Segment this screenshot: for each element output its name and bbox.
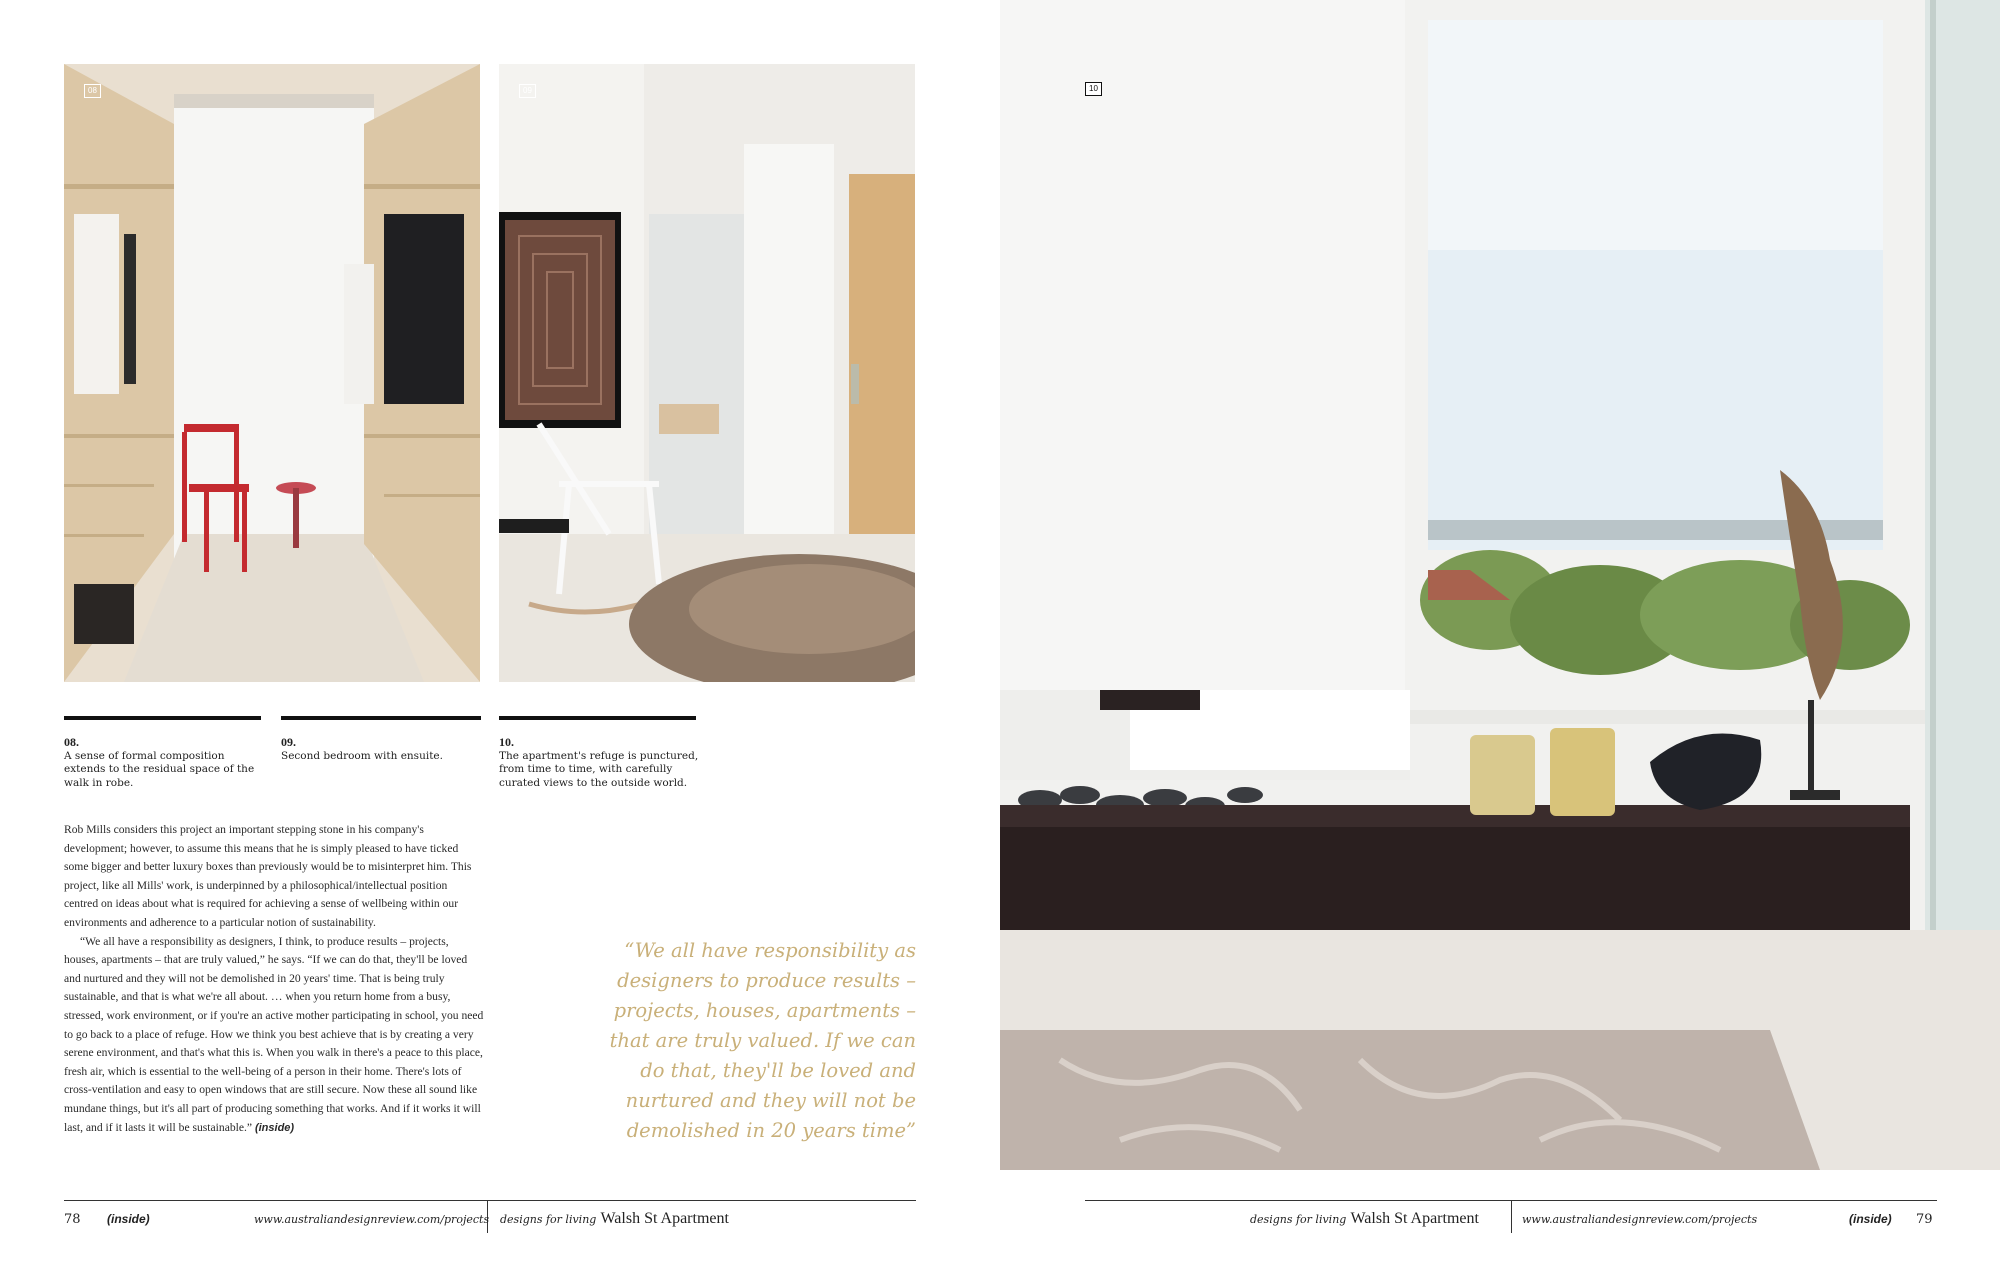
- photo-10-window-view: [1000, 0, 2000, 1170]
- footer-rule-left: [64, 1200, 916, 1201]
- footer-url[interactable]: www.australiandesignreview.com/projects: [254, 1213, 490, 1226]
- photo-10-illustration: [1000, 0, 2000, 1170]
- caption-rule-09: [281, 716, 481, 720]
- caption-text: The apartment's refuge is punctured, from time to time, with carefully curated views to the outside world.: [499, 749, 699, 789]
- footer-url-left[interactable]: [254, 1212, 489, 1227]
- caption-rule-10: [499, 716, 696, 720]
- body-paragraph-2-text: “We all have a responsibility as designers, I think, to produce results – projects, houses, apartments – that are truly valued,” he says. “If we can do that, they'll be loved and nurtured and they will not be demolished in 20 years' time. That is being truly sustainable, and that is what we're all about. … when you return home from a busy, stressed, work environment, or if you're an active mother participating in school, you need to go back to a place of refuge. How we think you best achieve that is by creating a very serene environment, and that's what this is. When you walk in there's a peace to this place, fresh air, which is essential to the well-being of a person in their home. There's lots of cross-ventilation and easy to open windows that are still secure. Now these all sound like mundane things, but it's all part of producing something that works. And if it works it will last, and if it lasts it will be sustainable.”: [64, 934, 484, 1134]
- photo-08-illustration: [64, 64, 480, 682]
- caption-number: 10.: [499, 735, 514, 749]
- caption-rule-08: [64, 716, 261, 720]
- footer-url-right[interactable]: [1522, 1212, 1757, 1227]
- article-title: Walsh St Apartment: [600, 1210, 729, 1227]
- footer-divider-right: [1511, 1200, 1512, 1233]
- pull-quote: “We all have responsibility as designers to produce results – projects, houses, apartments – that are truly valued. If we can do that, they'll be loved and nurtured and they will not be demolished in 20 years time”: [609, 939, 916, 1142]
- photo-09-illustration: [499, 64, 915, 682]
- article-body: [64, 821, 484, 1137]
- section-label: designs for living: [1250, 1213, 1347, 1226]
- footer-page-number-left: 78: [64, 1212, 81, 1227]
- footer-title-left: [500, 1210, 729, 1228]
- caption-number: 08.: [64, 735, 79, 749]
- caption-text: A sense of formal composition extends to the residual space of the walk in robe.: [64, 749, 255, 789]
- caption-text: Second bedroom with ensuite.: [281, 749, 443, 762]
- caption-10: [499, 736, 699, 790]
- mag-mark: (inside): [1849, 1212, 1892, 1226]
- caption-number: 09.: [281, 735, 296, 749]
- photo-number-badge: 10: [1085, 82, 1102, 96]
- footer-mag-right: [1849, 1212, 1892, 1227]
- footer-page-number-right: 79: [1916, 1212, 1933, 1227]
- mag-mark: (inside): [107, 1212, 150, 1226]
- article-title: Walsh St Apartment: [1350, 1210, 1479, 1227]
- caption-08: [64, 736, 264, 790]
- end-mark: (inside): [254, 1121, 295, 1134]
- photo-09-second-bedroom: [499, 64, 915, 682]
- body-paragraph-1: Rob Mills considers this project an important stepping stone in his company's development; however, to assume this means that he is simply pleased to have ticked some bigger and better luxury boxes than previously would be to misinterpret him. This project, like all Mills' work, is underpinned by a philosophical/intellectual position centred on ideas about what is required for achieving a sense of wellbeing within our environments and adherence to a particular notion of sustainability.: [64, 823, 472, 929]
- section-label: designs for living: [500, 1213, 597, 1226]
- photo-number-badge: 08: [84, 84, 101, 98]
- footer-title-right: [1250, 1210, 1479, 1228]
- body-paragraph-2: [64, 933, 484, 1138]
- photo-number-badge: 09: [519, 84, 536, 98]
- footer-mag-left: [107, 1212, 150, 1227]
- footer-url[interactable]: www.australiandesignreview.com/projects: [1522, 1213, 1758, 1226]
- photo-08-walk-in-robe: [64, 64, 480, 682]
- caption-09: [281, 736, 481, 763]
